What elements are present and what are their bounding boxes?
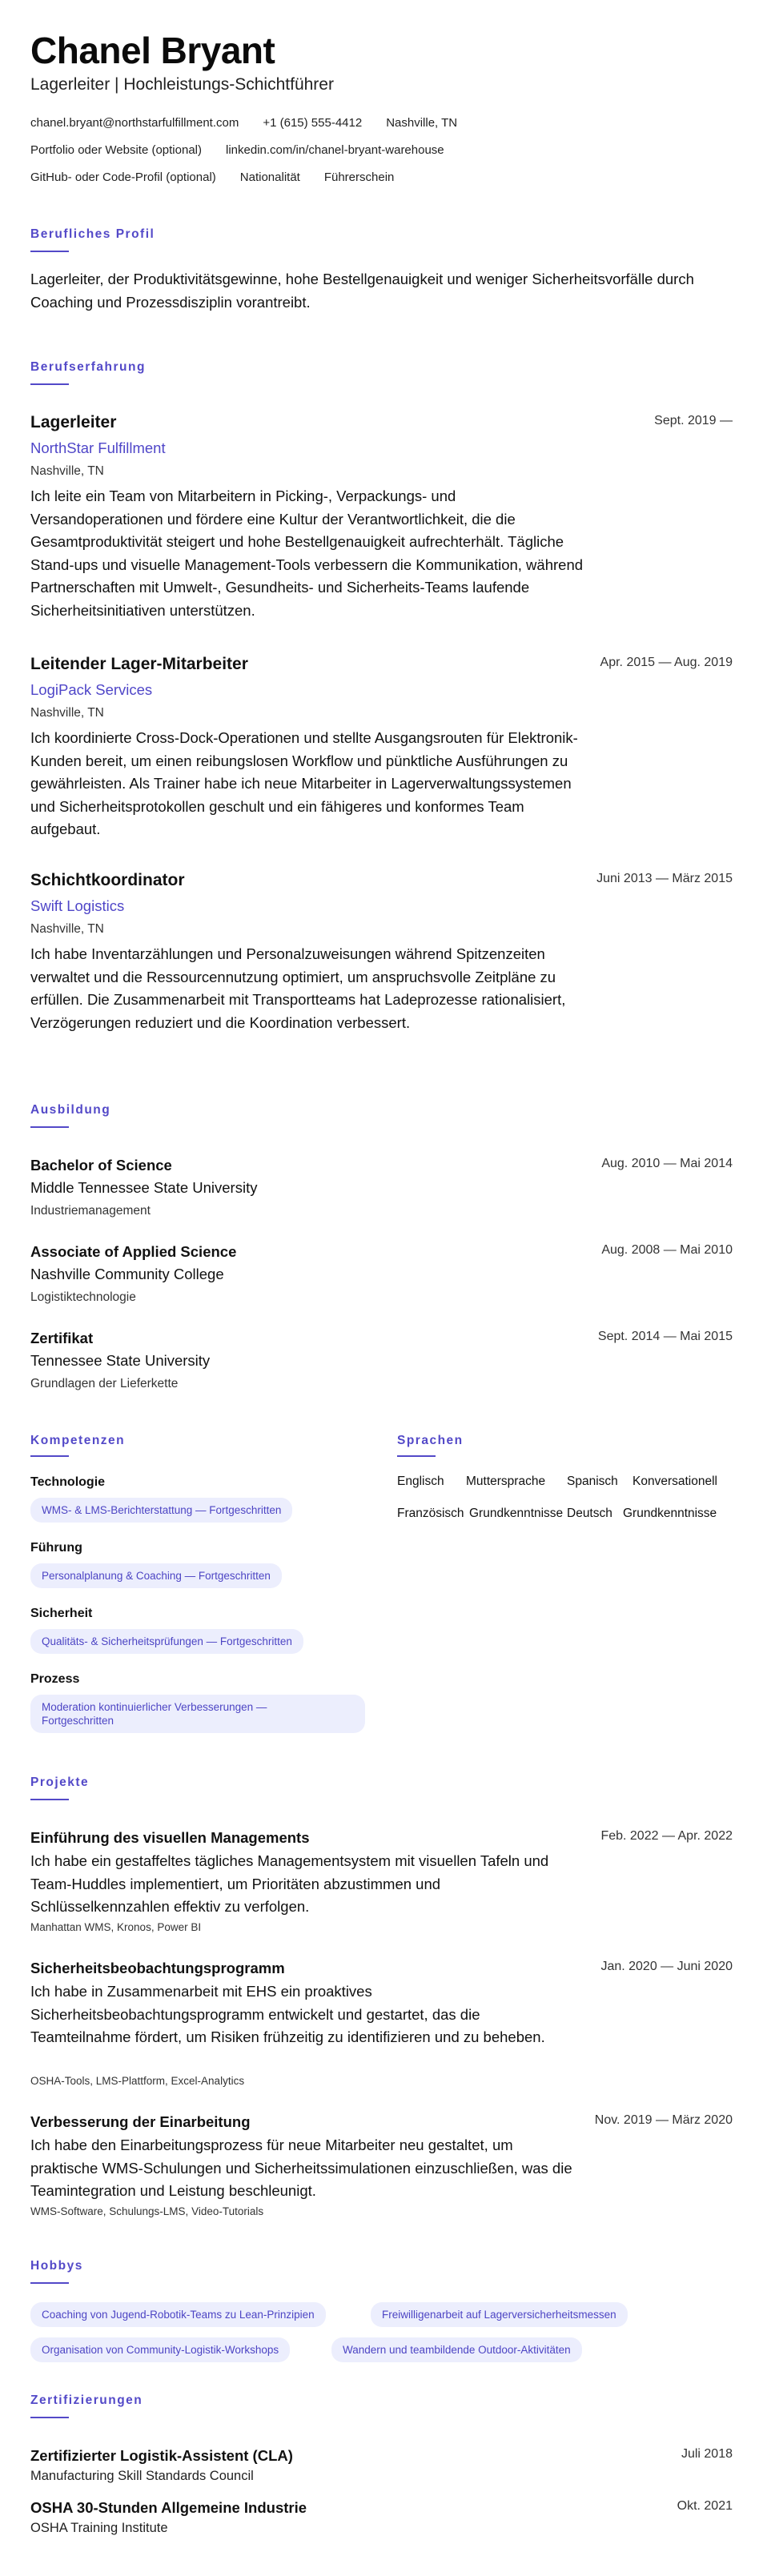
- skill-category-label: Technologie: [30, 1475, 106, 1489]
- job-description: Ich koordinierte Cross-Dock-Operationen und stellte Ausgangsrouten für Elektronik-Kunden bereit, um einen reibungslosen Workflow und pünktliche Ausführungen zu gewährleisten. Als Trainer habe ich neue Mitarbeiter in Lagerverwaltungssystemen und Sicherheitsprotokollen geschult und ein fähigeres und konformes Team aufgebaut.: [30, 729, 578, 838]
- language-level: Muttersprache: [466, 1475, 546, 1488]
- job-location: Nashville, TN: [30, 464, 104, 478]
- project-dates: Jan. 2020 — Juni 2020: [600, 1960, 733, 1973]
- skills-section-title: Kompetenzen: [30, 1434, 126, 1447]
- hobby-pill: Wandern und teambildende Outdoor-Aktivitäten: [331, 2337, 582, 2362]
- project-dates: Feb. 2022 — Apr. 2022: [600, 1829, 733, 1843]
- portfolio-link[interactable]: Portfolio oder Website (optional): [30, 143, 202, 157]
- languages-section-rule: [397, 1455, 436, 1457]
- degree-title: Zertifikat: [30, 1330, 94, 1346]
- school-name: Middle Tennessee State University: [30, 1179, 258, 1196]
- skill-pill: [30, 1695, 365, 1733]
- github-link[interactable]: GitHub- oder Code-Profil (optional): [30, 171, 216, 184]
- language-level: Grundkenntnisse: [469, 1507, 564, 1520]
- project-description: Ich habe in Zusammenarbeit mit EHS ein proaktives Sicherheitsbeobachtungsprogramm entwickelt und gestartet, das die Teamteilnahme fördert, um Risiken frühzeitig zu identifizieren und zu beheben.: [30, 1983, 545, 2046]
- experience-section-title: Berufserfahrung: [30, 360, 146, 374]
- project-tech: OSHA-Tools, LMS-Plattform, Excel-Analytics: [30, 2075, 245, 2087]
- project-description: Ich habe ein gestaffeltes tägliches Managementsystem mit visuellen Tafeln und Team-Huddles implementiert, um Prioritäten abzustimmen und Schlüsselkennzahlen effektiv zu verfolgen.: [30, 1852, 549, 1916]
- certification-date: Juli 2018: [681, 2447, 733, 2461]
- language-level: Konversationell: [632, 1475, 717, 1488]
- project-dates: Nov. 2019 — März 2020: [594, 2113, 733, 2127]
- location-text: Nashville, TN: [386, 116, 458, 130]
- language-name: Englisch: [397, 1475, 444, 1488]
- phone-link[interactable]: +1 (615) 555-4412: [263, 116, 363, 130]
- language-level: Grundkenntnisse: [623, 1507, 717, 1520]
- skill-category-label: Prozess: [30, 1672, 80, 1686]
- certification-name: Zertifizierter Logistik-Assistent (CLA): [30, 2447, 293, 2464]
- job-dates: Sept. 2019 —: [654, 414, 733, 427]
- field-of-study: Grundlagen der Lieferkette: [30, 1377, 179, 1390]
- project-description: Ich habe den Einarbeitungsprozess für neue Mitarbeiter neu gestaltet, um praktische WMS-Schulungen und Sicherheitssimulationen einzuschließen, was die Teamintegration und Leistung beschleunigt.: [30, 2137, 572, 2200]
- linkedin-link[interactable]: linkedin.com/in/chanel-bryant-warehouse: [226, 143, 444, 157]
- candidate-name: Chanel Bryant: [30, 30, 275, 71]
- job-location: Nashville, TN: [30, 706, 104, 720]
- profile-summary: Lagerleiter, der Produktivitätsgewinne, hohe Bestellgenauigkeit und weniger Sicherheitsvorfälle durch Coaching und Prozessdisziplin vorantreibt.: [30, 271, 694, 311]
- languages-section-title: Sprachen: [397, 1434, 464, 1447]
- license-text: Führerschein: [323, 171, 395, 184]
- hobbies-section-rule: [30, 2282, 69, 2284]
- profile-section-rule: [30, 251, 69, 252]
- email-link[interactable]: chanel.bryant@northstarfulfillment.com: [30, 116, 239, 130]
- certifications-section-rule: [30, 2417, 69, 2418]
- job-dates: Juni 2013 — März 2015: [596, 872, 733, 885]
- contact-row-1: [30, 116, 481, 130]
- company-name[interactable]: LogiPack Services: [30, 681, 153, 698]
- project-name: Einführung des visuellen Managements: [30, 1829, 310, 1846]
- project-name: Sicherheitsbeobachtungsprogramm: [30, 1960, 285, 1976]
- experience-section-rule: [30, 383, 69, 385]
- skill-category-label: Führung: [30, 1541, 82, 1555]
- language-name: Französisch: [397, 1507, 464, 1520]
- certification-issuer: Manufacturing Skill Standards Council: [30, 2469, 254, 2483]
- education-section-title: Ausbildung: [30, 1103, 111, 1117]
- project-tech: Manhattan WMS, Kronos, Power BI: [30, 1921, 202, 1933]
- skill-category-label: Sicherheit: [30, 1607, 93, 1620]
- school-name: Nashville Community College: [30, 1266, 224, 1282]
- education-dates: Aug. 2010 — Mai 2014: [601, 1157, 733, 1170]
- projects-section-title: Projekte: [30, 1776, 90, 1789]
- project-name: Verbesserung der Einarbeitung: [30, 2113, 251, 2130]
- job-location: Nashville, TN: [30, 922, 104, 936]
- candidate-headline: Lagerleiter | Hochleistungs-Schichtführer: [30, 75, 334, 94]
- company-name[interactable]: NorthStar Fulfillment: [30, 439, 166, 456]
- degree-title: Bachelor of Science: [30, 1157, 172, 1174]
- profile-section-title: Berufliches Profil: [30, 227, 155, 241]
- project-tech: WMS-Software, Schulungs-LMS, Video-Tutorials: [30, 2205, 264, 2217]
- projects-section-rule: [30, 1799, 69, 1800]
- job-title: Schichtkoordinator: [30, 871, 185, 889]
- nationality-text: Nationalität: [239, 171, 300, 184]
- certification-issuer: OSHA Training Institute: [30, 2521, 168, 2535]
- education-section-rule: [30, 1126, 69, 1128]
- job-description: Ich habe Inventarzählungen und Personalzuweisungen während Spitzenzeiten verwaltet und die Ressourcennutzung optimiert, um anspruchsvolle Zeitpläne zu erfüllen. Die Zusammenarbeit mit Transportteams hat Ladeprozesse rationalisiert, Verzögerungen reduziert und die Koordination verbessert.: [30, 945, 566, 1031]
- contact-row-2: [30, 143, 468, 157]
- education-dates: Aug. 2008 — Mai 2010: [601, 1243, 733, 1257]
- certifications-section-title: Zertifizierungen: [30, 2393, 143, 2407]
- job-dates: Apr. 2015 — Aug. 2019: [600, 656, 733, 669]
- skill-pill-line: Moderation kontinuierlicher Verbesserungen —: [42, 1701, 267, 1713]
- skills-section-rule: [30, 1455, 69, 1457]
- hobbies-section-title: Hobbys: [30, 2259, 83, 2273]
- company-name[interactable]: Swift Logistics: [30, 897, 125, 914]
- school-name: Tennessee State University: [30, 1352, 211, 1369]
- field-of-study: Logistiktechnologie: [30, 1290, 136, 1304]
- job-title: Leitender Lager-Mitarbeiter: [30, 655, 248, 673]
- job-title: Lagerleiter: [30, 413, 117, 431]
- field-of-study: Industriemanagement: [30, 1204, 151, 1218]
- skill-pill: Personalplanung & Coaching — Fortgeschritten: [30, 1563, 282, 1588]
- degree-title: Associate of Applied Science: [30, 1243, 237, 1260]
- language-name: Spanisch: [567, 1475, 618, 1488]
- job-description: Ich leite ein Team von Mitarbeitern in Picking-, Verpackungs- und Versandoperationen und fördere eine Kultur der Verantwortlichkeit, die die Gesamtproduktivität steigert und hohe Bestellgenauigkeit aufrechterhält. Tägliche Stand-ups und visuelle Management-Tools verbessern die Kommunikation, während Partnerschaften mit Umwelt-, Gesundheits- und Sicherheits-Teams laufende Sicherheitsinitiativen unterstützen.: [30, 488, 584, 619]
- contact-row-3: [30, 171, 418, 184]
- skill-pill: WMS- & LMS-Berichterstattung — Fortgeschritten: [30, 1498, 292, 1523]
- language-name: Deutsch: [567, 1507, 612, 1520]
- hobby-pill: Coaching von Jugend-Robotik-Teams zu Lean-Prinzipien: [30, 2302, 326, 2327]
- skill-pill-line: Fortgeschritten: [42, 1715, 114, 1727]
- hobby-pill: Freiwilligenarbeit auf Lagerversicherheitsmessen: [371, 2302, 628, 2327]
- certification-name: OSHA 30-Stunden Allgemeine Industrie: [30, 2499, 307, 2516]
- education-dates: Sept. 2014 — Mai 2015: [597, 1330, 733, 1343]
- certification-date: Okt. 2021: [677, 2499, 733, 2513]
- hobby-pill: Organisation von Community-Logistik-Workshops: [30, 2337, 290, 2362]
- skill-pill: Qualitäts- & Sicherheitsprüfungen — Fortgeschritten: [30, 1629, 303, 1654]
